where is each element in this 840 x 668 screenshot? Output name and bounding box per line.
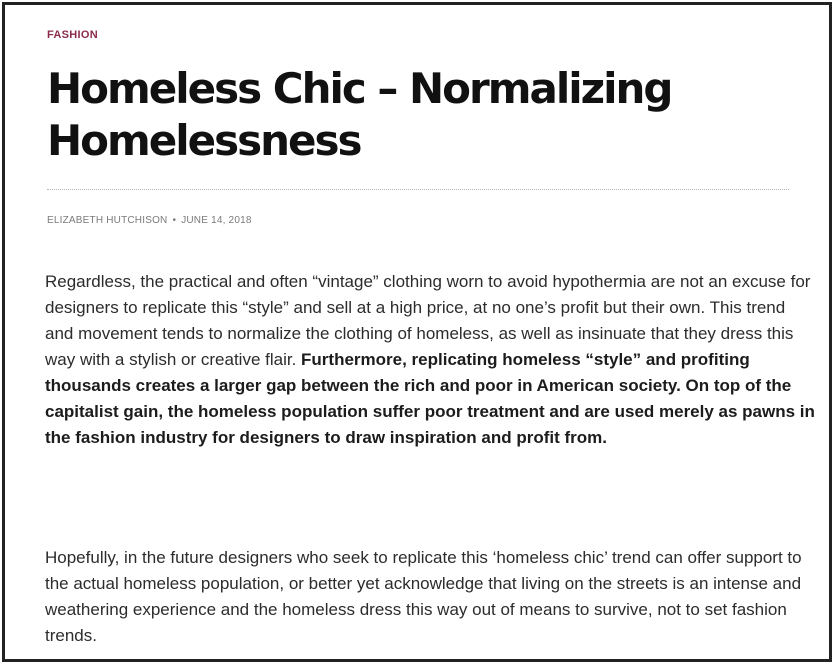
byline-separator: • <box>172 215 177 226</box>
publish-date: JUNE 14, 2018 <box>181 215 252 226</box>
body-paragraph <box>45 269 815 451</box>
article-frame <box>2 2 832 662</box>
author-name[interactable]: ELIZABETH HUTCHISON <box>47 215 168 226</box>
category-label[interactable]: FASHION <box>47 29 98 41</box>
byline <box>47 215 252 226</box>
paragraph-text: Regardless, the practical and often “vintage” clothing worn to avoid hypothermia are not an excuse for designers to replicate this “style” and sell at a high price, at no one’s profit but their own. This trend and movement tends to normalize the clothing of homeless, as well as insinuate that they dress this way with a stylish or creative flair. <box>45 272 811 369</box>
body-paragraph: Hopefully, in the future designers who seek to replicate this ‘homeless chic’ trend can offer support to the actual homeless population, or better yet acknowledge that living on the streets is an intense and weathering experience and the homeless dress this way out of means to survive, not to set fashion trends. <box>45 548 802 645</box>
title-divider <box>47 189 789 190</box>
paragraph-bold-text: Furthermore, replicating homeless “style” and profiting thousands creates a larger gap between the rich and poor in American society. On top of the capitalist gain, the homeless population suffer poor treatment and are used merely as pawns in the fashion industry for designers to draw inspiration and profit from. <box>45 350 815 447</box>
article-title: Homeless Chic – Normalizing Homelessness <box>47 64 672 165</box>
